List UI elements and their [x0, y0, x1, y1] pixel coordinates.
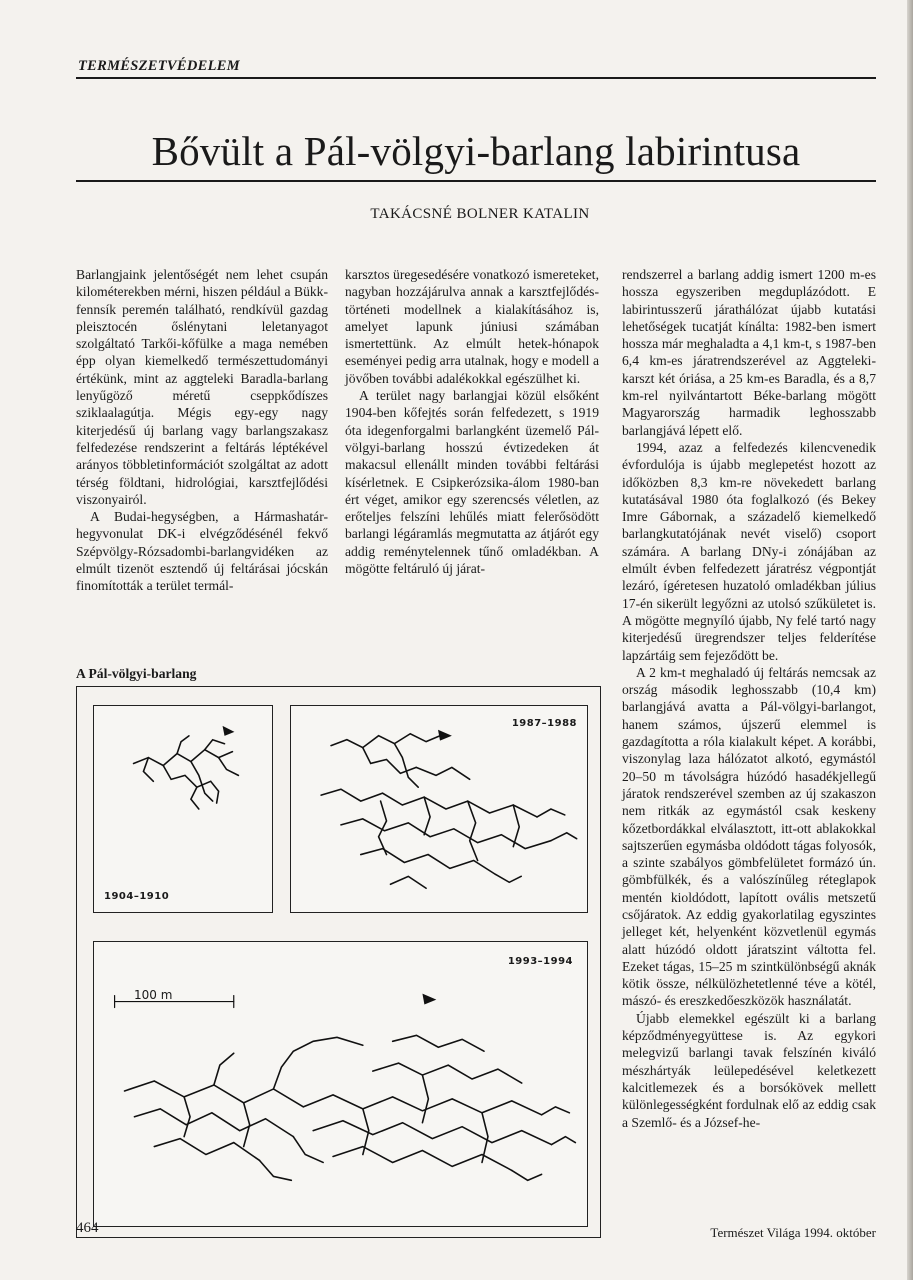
cave-map-drawing [291, 706, 587, 912]
page-edge-shadow [907, 0, 913, 1280]
cave-map-drawing [94, 706, 272, 912]
title-rule [76, 180, 876, 182]
paragraph: Barlangjaink jelentőségét nem lehet csupán kilométerekben mérni, hiszen például a Bükk-fennsík peremén található, rendkívül gazdag pleisztocén őslénytani leletanyagot szolgáltató Tarkői-kőfülke a maga nemében épp olyan kiemelkedő természettudományi értékünk, mint az aggteleki Baradla-barlang lenyűgöző méretű cseppkődíszes sziklaalagútja. Mégis egy-egy nagy kiterjedésű új barlang vagy barlangszakasz felfedezése rendszerint a feltárás léptékével arányos többletinformációt szolgáltat az adott térség földtani, hidrológiai, karsztfejlődési viszonyairól. [76, 267, 328, 507]
paragraph: A Budai-hegységben, a Hármashatár-hegyvonulat DK-i elvégződésénél fekvő Szépvölgy-Rózsadombi-barlangvidéken az elmúlt tizenöt esztendő új feltárásai jócskán finomították a terület termál- [76, 509, 328, 594]
article-title: Bővült a Pál-völgyi-barlang labirintusa [151, 128, 801, 174]
paragraph: karsztos üregesedésére vonatkozó ismereteket, nagyban hozzájárulva annak a karsztfejlődés-történeti modellnek a kialakításához is, amelyet lapunk júniusi számában ismertettünk. Az elmúlt hetek-hónapok eseményei pedig arra utalnak, hogy e modell a jövőben további adalékokkal egészülhet ki. [345, 267, 599, 386]
period-label: 1993–1994 [507, 956, 573, 967]
paragraph: rendszerrel a barlang addig ismert 1200 m-es hossza egyszeriben megduplázódott. E labirintusszerű járathálózat újabb kutatási lehetőségek tucatját kínálta: 1982-ben ismert hossza már meghaladta a 4,1 km-t, s 1987-ben 6,4 km-es járatrendszerével az Aggteleki-karszt két óriása, a 25 km-es Baradla, és a 8,7 km-rel nyilvántartott Béke-barlang mögött Magyarország harmadik leghosszabb barlangjává lépett elő. [622, 267, 876, 438]
cave-map-1993-1994 [93, 941, 588, 1227]
paragraph: Újabb elemekkel egészült ki a barlang képződményegyüttese is. Az egykori melegvizű barlangi tavak felszínén kiváló mészhártyák leülepedésével keletkezett kalcitlemezek és a borsókövek mellett különlegességként fordulnak elő az eddig csak a Szemlő- és a József-he- [622, 1010, 876, 1130]
paragraph: 1994, azaz a felfedezés kilencvenedik évfordulója is újabb meglepetést hozott az időközben 8,3 km-re növekedett barlang kutatásával 1980 óta foglalkozó (és Bekey Imre Gábornak, a századelő kiemelkedő barlangkutatójának nevét viselő) csoport számára. A barlang DNy-i zónájában az elmúlt évben felfedezett járatrész végpontját lezáró, ígéretesen huzatoló omladékban július 17-én sikerült legyőzni az utolsó szűkületet is. A mögötte megnyíló újabb, Ny felé tartó nagy kiterjedésű üregrendszer teljes felderítése lapzártáig sem fejeződött be. [622, 439, 876, 663]
paragraph: A 2 km-t meghaladó új feltárás nemcsak az ország második leghosszabb (10,4 km) barlangjává avatta a Pál-völgyi-barlangot, hanem számos, újszerű elemmel is gazdagította a róla kialakult képet. A korábbi, viszonylag laza hálózatot alkotó, egymástól 20–50 m távolságra húzódó hasadékjellegű járatok rendszerével szemben az új szakaszon nem ritkák az egymástól csak keskeny kőzetbordákkal elválasztott, itt-ott ablakokkal sajtszerűen egymásba oldódott tágas folyosók, a szinte szabályos gömbfelületet formázó ún. gömbfülkék, és a valószínűleg réteglapok mentén kioldódott, lapított ovális metszetű csőjáratok. Az eddig gyakorlatilag egyszintes jelleget két, helyenként közvetlenül egymás alatt húzódó oldott járatszint váltotta fel. Ezeket tágas, 15–25 m szintkülönbségű aknák kötik össze, nélkülözhetetlenné téve a kötél, mászó- és ereszkedőeszközök használatát. [622, 664, 876, 1009]
scale-bar-label: 100 m [134, 988, 173, 1002]
figure-caption: A Pál-völgyi-barlang [76, 666, 197, 681]
journal-footer: Természet Világa 1994. október [710, 1225, 876, 1240]
cave-map-1987-1988 [290, 705, 588, 913]
text-column-1 [76, 266, 328, 595]
section-label: TERMÉSZETVÉDELEM [78, 58, 240, 74]
text-column-2 [345, 266, 599, 577]
text-column-3 [622, 266, 876, 1131]
author-name: TAKÁCSNÉ BOLNER KATALIN [370, 206, 590, 222]
cave-map-1904-1910 [93, 705, 273, 913]
cave-map-figure [76, 686, 601, 1238]
header-rule [76, 77, 876, 79]
period-label: 1904–1910 [104, 891, 170, 902]
paragraph: A terület nagy barlangjai közül elsőként 1904-ben kőfejtés során felfedezett, s 1919 óta idegenforgalmi barlangként üzemelő Pál-völgyi-barlang hosszú évtizedeken át makacsul ellenállt minden további feltárási kísérletnek. E Csipkerózsika-álom 1980-ban ért véget, amikor egy szerencsés véletlen, az erőteljes felszíni lehűlés miatt felerősödött barlangi légáramlás megmutatta az átjárót egy addig reménytelennek tűnő omladékban. A mögötte feltáruló új járat- [345, 388, 599, 577]
period-label: 1987–1988 [511, 718, 577, 729]
page-number: 464 [76, 1220, 99, 1236]
cave-map-drawing [94, 942, 587, 1226]
